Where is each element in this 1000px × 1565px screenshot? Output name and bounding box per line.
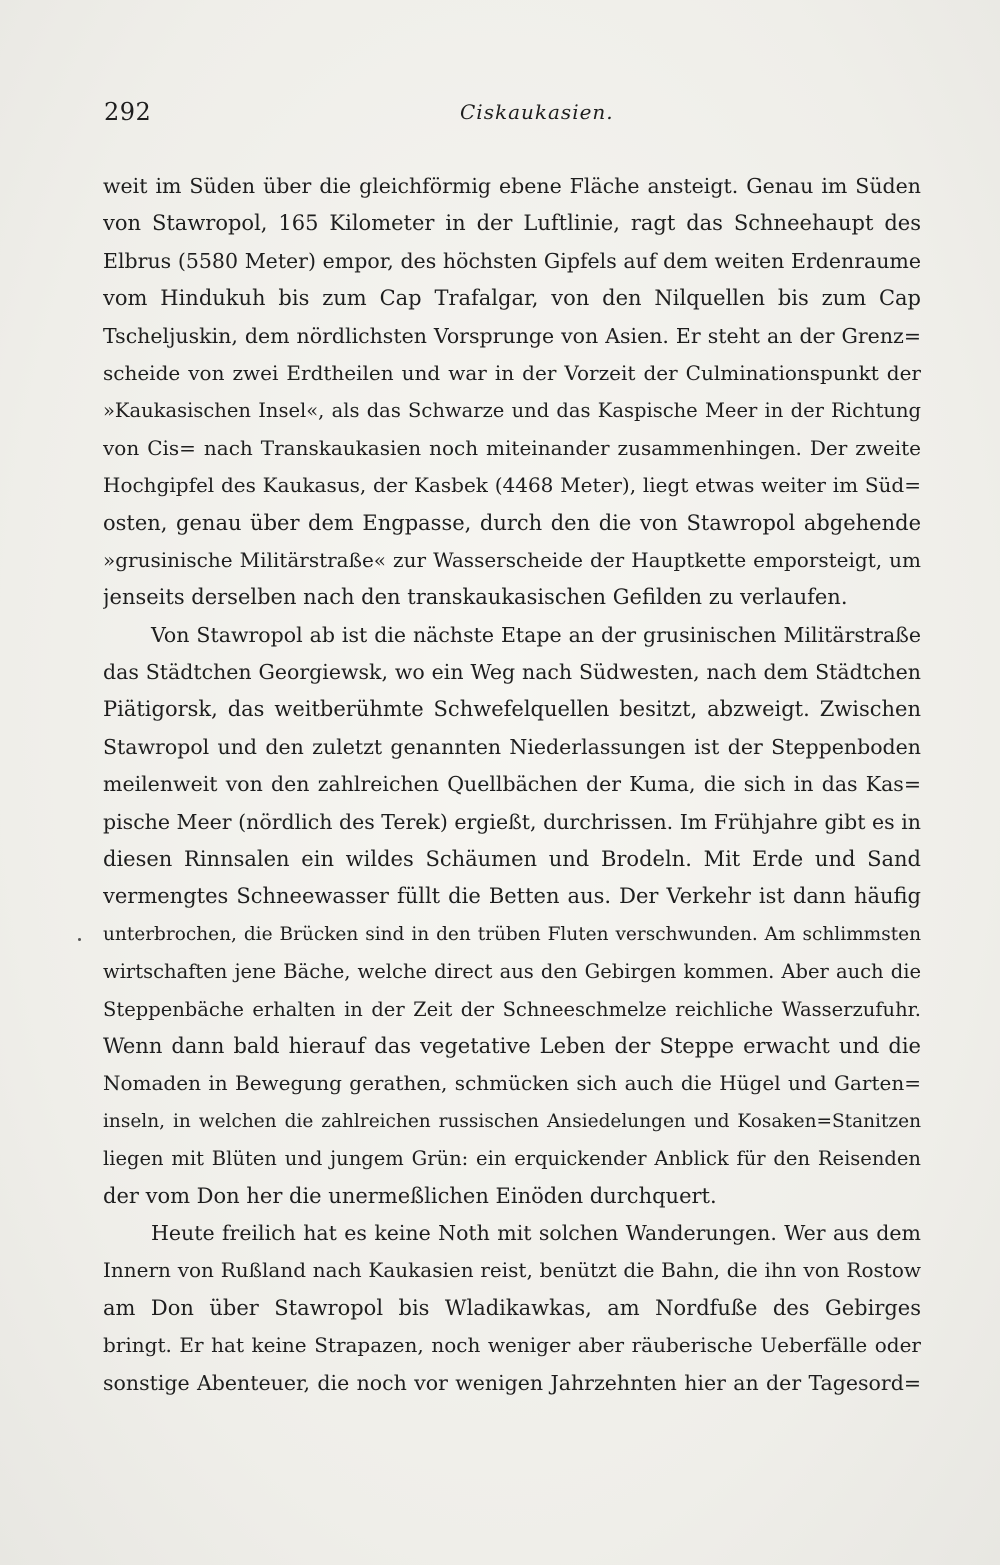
text-line: wirtschaften jene Bäche, welche direct aus den Gebirgen kommen. Aber auch die	[103, 960, 921, 984]
text-line: unterbrochen, die Brücken sind in den trüben Fluten verschwunden. Am schlimmsten	[103, 923, 921, 945]
text-line: von Stawropol, 165 Kilometer in der Luftlinie, ragt das Schneehaupt des	[103, 211, 921, 236]
text-line: meilenweit von den zahlreichen Quellbächen der Kuma, die sich in das Kas=	[103, 772, 921, 797]
text-line: liegen mit Blüten und jungem Grün: ein erquickender Anblick für den Reisenden	[103, 1147, 921, 1171]
text-line: vermengtes Schneewasser füllt die Betten aus. Der Verkehr ist dann häufig	[103, 884, 921, 909]
paragraph-1	[103, 168, 921, 617]
text-line: scheide von zwei Erdtheilen und war in der Vorzeit der Culminationspunkt der	[103, 360, 921, 385]
text-line: Stawropol und den zuletzt genannten Niederlassungen ist der Steppenboden	[103, 734, 921, 759]
text-line: Heute freilich hat es keine Noth mit solchen Wanderungen. Wer aus dem	[151, 1220, 921, 1245]
text-line: das Städtchen Georgiewsk, wo ein Weg nach Südwesten, nach dem Städtchen	[103, 660, 921, 685]
text-line: von Cis= nach Transkaukasien noch miteinander zusammenhingen. Der zweite	[103, 435, 921, 460]
text-line: »Kaukasischen Insel«, als das Schwarze und das Kaspische Meer in der Richtung	[103, 399, 921, 423]
paragraph-3	[103, 1215, 921, 1402]
running-title: Ciskaukasien.	[460, 100, 614, 124]
text-line: der vom Don her die unermeßlichen Einöden durchquert.	[103, 1183, 717, 1208]
page-number: 292	[104, 98, 152, 126]
text-line: Von Stawropol ab ist die nächste Etape an der grusinischen Militärstraße	[151, 622, 921, 647]
page-header	[104, 98, 920, 134]
text-line: jenseits derselben nach den transkaukasischen Gefilden zu verlaufen.	[103, 585, 848, 610]
text-line: Steppenbäche erhalten in der Zeit der Schneeschmelze reichliche Wasserzufuhr.	[103, 997, 921, 1021]
text-line: vom Hindukuh bis zum Cap Trafalgar, von den Nilquellen bis zum Cap	[103, 286, 921, 311]
paragraph-2	[103, 617, 921, 1215]
text-line: sonstige Abenteuer, die noch vor wenigen Jahrzehnten hier an der Tagesord=	[103, 1370, 921, 1395]
text-line: osten, genau über dem Engpasse, durch den die von Stawropol abgehende	[103, 510, 921, 535]
text-line: pische Meer (nördlich des Terek) ergießt, durchrissen. Im Frühjahre gibt es in	[103, 809, 921, 834]
text-line: Nomaden in Bewegung gerathen, schmücken sich auch die Hügel und Garten=	[103, 1071, 921, 1096]
text-line: Innern von Rußland nach Kaukasien reist, benützt die Bahn, die ihn von Rostow	[103, 1258, 921, 1283]
text-line: Piätigorsk, das weitberühmte Schwefelquellen besitzt, abzweigt. Zwischen	[103, 697, 921, 722]
text-line: Tscheljuskin, dem nördlichsten Vorsprunge von Asien. Er steht an der Grenz=	[103, 323, 921, 348]
text-line: weit im Süden über die gleichförmig ebene Fläche ansteigt. Genau im Süden	[103, 174, 921, 198]
text-line: Hochgipfel des Kaukasus, der Kasbek (4468 Meter), liegt etwas weiter im Süd=	[103, 473, 921, 498]
text-line: Wenn dann bald hierauf das vegetative Leben der Steppe erwacht und die	[103, 1033, 921, 1058]
text-line: Elbrus (5580 Meter) empor, des höchsten Gipfels auf dem weiten Erdenraume	[103, 248, 921, 273]
text-line: diesen Rinnsalen ein wildes Schäumen und Brodeln. Mit Erde und Sand	[103, 847, 921, 872]
text-line: inseln, in welchen die zahlreichen russischen Ansiedelungen und Kosaken=Stanitzen	[103, 1110, 921, 1132]
text-line: am Don über Stawropol bis Wladikawkas, am Nordfuße des Gebirges	[103, 1295, 921, 1320]
text-line: »grusinische Militärstraße« zur Wasserscheide der Hauptkette emporsteigt, um	[103, 547, 921, 572]
margin-speck	[78, 938, 81, 941]
body-text	[103, 168, 921, 1402]
text-line: bringt. Er hat keine Strapazen, noch weniger aber räuberische Ueberfälle oder	[103, 1333, 921, 1358]
